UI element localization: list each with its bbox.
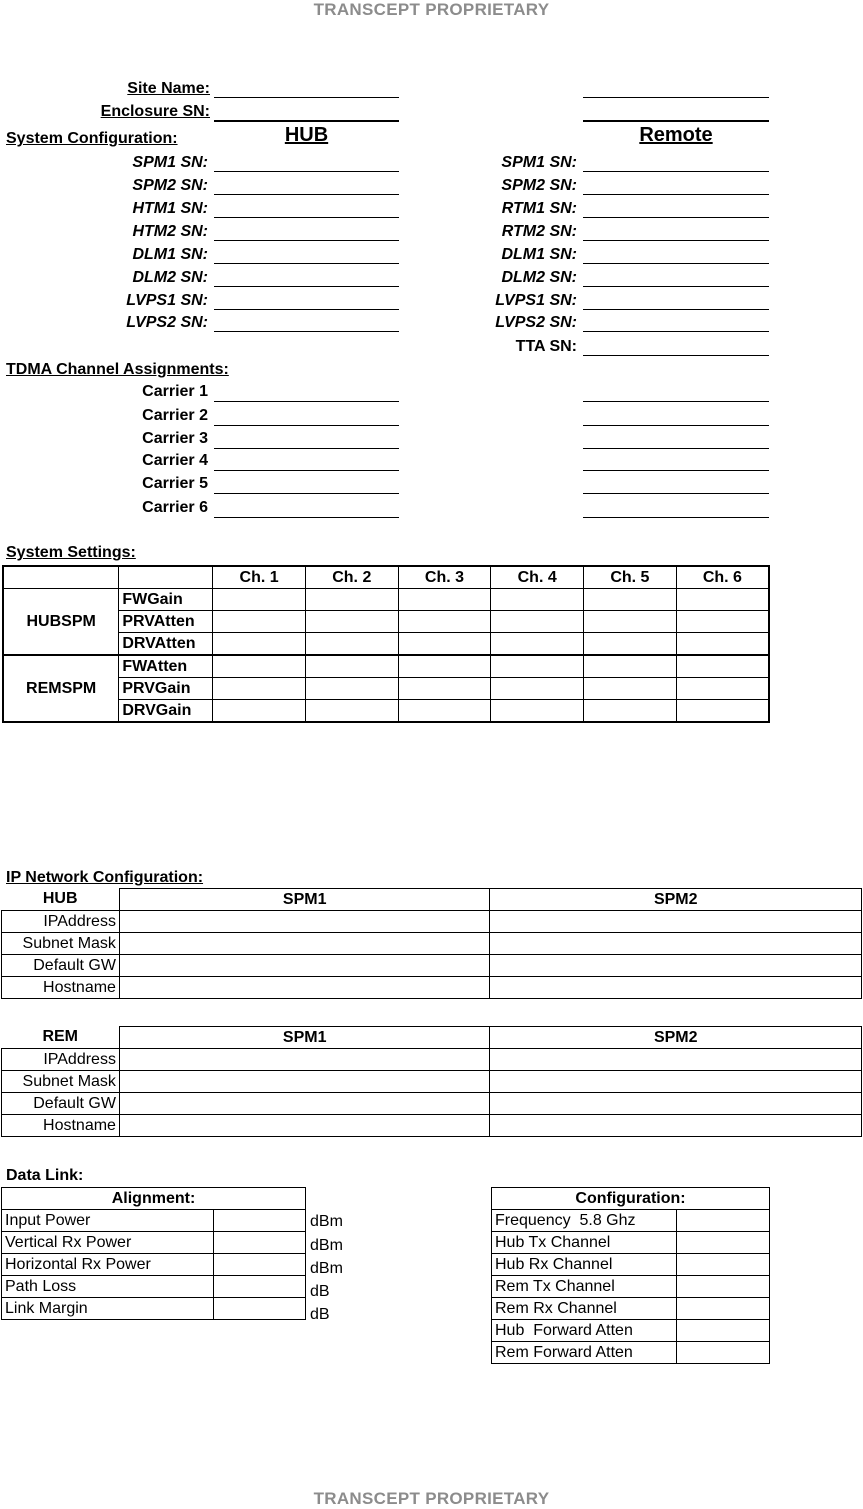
ip-rem-label: REM — [42, 1028, 78, 1046]
blank-cell — [119, 566, 213, 589]
table-row — [3, 611, 769, 633]
setting-cell[interactable] — [676, 589, 769, 611]
setting-cell[interactable] — [584, 589, 677, 611]
setting-cell[interactable] — [213, 633, 306, 656]
setting-label: DRVAtten — [119, 633, 213, 656]
setting-cell[interactable] — [305, 611, 398, 633]
setting-cell[interactable] — [305, 678, 398, 700]
table-row — [492, 1254, 770, 1276]
setting-cell[interactable] — [398, 700, 491, 723]
carrier-label: Carrier 5 — [142, 475, 208, 492]
table-row — [3, 633, 769, 656]
config-label: Frequency 5.8 Ghz — [492, 1210, 677, 1232]
remote-sn-label: RTM1 SN: — [501, 200, 577, 217]
carrier-hub-field[interactable] — [214, 401, 399, 402]
setting-cell[interactable] — [676, 700, 769, 723]
config-label: Hub Rx Channel — [492, 1254, 677, 1276]
setting-cell[interactable] — [491, 700, 584, 723]
setting-label: FWGain — [119, 589, 213, 611]
setting-cell[interactable] — [491, 611, 584, 633]
ip-row-label: Hostname — [2, 1115, 120, 1137]
config-label: Rem Rx Channel — [492, 1298, 677, 1320]
alignment-cell[interactable] — [213, 1210, 305, 1232]
tdma-title: TDMA Channel Assignments: — [6, 361, 229, 378]
table-row — [2, 1049, 862, 1071]
table-row — [492, 1320, 770, 1342]
table-row — [2, 977, 862, 999]
ip-hub-table — [1, 888, 862, 999]
ip-cell[interactable] — [119, 933, 490, 955]
unit-label: dBm — [310, 1213, 343, 1230]
setting-cell[interactable] — [305, 700, 398, 723]
setting-label: DRVGain — [119, 700, 213, 723]
config-label: Hub Forward Atten — [492, 1320, 677, 1342]
remote-sn-field[interactable] — [583, 171, 769, 172]
enclosure-sn-label: Enclosure SN: — [100, 103, 210, 120]
config-cell[interactable] — [676, 1254, 769, 1276]
ip-cell[interactable] — [490, 1071, 862, 1093]
setting-cell[interactable] — [305, 655, 398, 678]
ip-cell[interactable] — [119, 1115, 490, 1137]
hubspm-group-label: HUBSPM — [3, 589, 119, 656]
ip-cell[interactable] — [490, 1049, 862, 1071]
ip-column-header: SPM2 — [490, 889, 862, 911]
ip-cell[interactable] — [119, 1049, 490, 1071]
hub-sn-label: DLM2 SN: — [132, 269, 208, 286]
channel-header: Ch. 1 — [213, 566, 306, 589]
ip-row-label: Subnet Mask — [2, 1071, 120, 1093]
table-row — [2, 911, 862, 933]
carrier-remote-field[interactable] — [583, 448, 769, 449]
config-cell[interactable] — [676, 1232, 769, 1254]
alignment-table — [1, 1187, 306, 1320]
table-row — [3, 678, 769, 700]
hub-sn-field[interactable] — [214, 331, 399, 332]
setting-cell[interactable] — [584, 700, 677, 723]
ip-cell[interactable] — [119, 911, 490, 933]
remote-sn-field[interactable] — [583, 309, 769, 310]
config-cell[interactable] — [676, 1342, 769, 1364]
setting-label: FWAtten — [119, 655, 213, 678]
unit-label: dB — [310, 1283, 330, 1300]
ip-config-title: IP Network Configuration: — [6, 869, 204, 886]
ip-cell[interactable] — [490, 911, 862, 933]
setting-cell[interactable] — [398, 633, 491, 656]
config-cell[interactable] — [676, 1320, 769, 1342]
ip-cell[interactable] — [119, 955, 490, 977]
ip-row-label: Default GW — [2, 1093, 120, 1115]
alignment-cell[interactable] — [213, 1232, 305, 1254]
hub-heading: HUB — [284, 124, 329, 146]
setting-cell[interactable] — [491, 678, 584, 700]
ip-row-label: Hostname — [2, 977, 120, 999]
channel-header: Ch. 4 — [491, 566, 584, 589]
config-cell[interactable] — [676, 1298, 769, 1320]
remote-sn-label: DLM1 SN: — [501, 246, 577, 263]
table-row — [2, 1232, 306, 1254]
setting-cell[interactable] — [213, 589, 306, 611]
remote-sn-field[interactable] — [583, 194, 769, 195]
hub-sn-field[interactable] — [214, 309, 399, 310]
hub-sn-field[interactable] — [214, 194, 399, 195]
table-row — [2, 955, 862, 977]
table-row — [2, 1210, 306, 1232]
remote-sn-field[interactable] — [583, 355, 769, 356]
hub-sn-label: SPM1 SN: — [132, 154, 208, 171]
ip-header-row — [2, 889, 862, 911]
site-name-hub-field[interactable] — [214, 97, 399, 98]
hub-sn-field[interactable] — [214, 240, 399, 241]
carrier-remote-field[interactable] — [583, 517, 769, 518]
setting-cell[interactable] — [491, 633, 584, 656]
ip-cell[interactable] — [490, 1115, 862, 1137]
setting-cell[interactable] — [584, 678, 677, 700]
ip-header-row — [2, 1027, 862, 1049]
ip-row-label: Default GW — [2, 955, 120, 977]
system-configuration-label: System Configuration: — [6, 130, 178, 147]
remote-sn-label: TTA SN: — [515, 338, 577, 355]
ip-cell[interactable] — [490, 1093, 862, 1115]
ip-hub-label: HUB — [42, 890, 78, 908]
alignment-cell[interactable] — [213, 1276, 305, 1298]
remspm-group-label: REMSPM — [3, 655, 119, 722]
setting-cell[interactable] — [491, 655, 584, 678]
ip-cell[interactable] — [490, 977, 862, 999]
table-row — [492, 1342, 770, 1364]
setting-cell[interactable] — [305, 589, 398, 611]
setting-cell[interactable] — [398, 611, 491, 633]
table-row — [2, 1115, 862, 1137]
table-row — [3, 655, 769, 678]
remote-sn-label: SPM2 SN: — [501, 177, 577, 194]
system-settings-title: System Settings: — [6, 544, 136, 561]
config-label: Rem Tx Channel — [492, 1276, 677, 1298]
carrier-remote-field[interactable] — [583, 470, 769, 471]
ip-row-label: IPAddress — [2, 911, 120, 933]
hub-sn-label: LVPS2 SN: — [126, 314, 208, 331]
ip-column-header: SPM1 — [119, 1027, 490, 1049]
alignment-label: Path Loss — [2, 1276, 214, 1298]
table-row — [2, 1276, 306, 1298]
settings-header-row — [3, 566, 769, 589]
ip-rem-table — [1, 1026, 862, 1137]
enclosure-sn-hub-field[interactable] — [214, 120, 399, 122]
carrier-hub-field[interactable] — [214, 470, 399, 471]
config-cell[interactable] — [676, 1210, 769, 1232]
channel-header: Ch. 6 — [676, 566, 769, 589]
carrier-hub-field[interactable] — [214, 425, 399, 426]
hub-sn-field[interactable] — [214, 171, 399, 172]
setting-cell[interactable] — [213, 611, 306, 633]
setting-cell[interactable] — [584, 633, 677, 656]
setting-cell[interactable] — [398, 678, 491, 700]
hub-sn-label: HTM1 SN: — [132, 200, 208, 217]
setting-cell[interactable] — [491, 589, 584, 611]
hub-sn-label: HTM2 SN: — [132, 223, 208, 240]
carrier-hub-field[interactable] — [214, 448, 399, 449]
hub-sn-field[interactable] — [214, 263, 399, 264]
ip-cell[interactable] — [490, 955, 862, 977]
setting-cell[interactable] — [584, 611, 677, 633]
ip-cell[interactable] — [119, 1071, 490, 1093]
table-row — [3, 589, 769, 611]
table-row — [2, 933, 862, 955]
unit-label: dBm — [310, 1260, 343, 1277]
setting-cell[interactable] — [213, 700, 306, 723]
remote-sn-label: LVPS1 SN: — [495, 292, 577, 309]
remote-sn-field[interactable] — [583, 286, 769, 287]
alignment-heading: Alignment: — [2, 1188, 306, 1210]
carrier-hub-field[interactable] — [214, 493, 399, 494]
table-row — [2, 1298, 306, 1320]
carrier-label: Carrier 1 — [142, 383, 208, 400]
config-cell[interactable] — [676, 1276, 769, 1298]
config-label: Hub Tx Channel — [492, 1232, 677, 1254]
carrier-remote-field[interactable] — [583, 425, 769, 426]
table-row — [3, 700, 769, 723]
setting-cell[interactable] — [676, 633, 769, 656]
alignment-label: Vertical Rx Power — [2, 1232, 214, 1254]
site-name-label: Site Name: — [127, 80, 210, 97]
channel-header: Ch. 5 — [584, 566, 677, 589]
hub-sn-field[interactable] — [214, 217, 399, 218]
remote-sn-label: LVPS2 SN: — [495, 314, 577, 331]
remote-sn-field[interactable] — [583, 240, 769, 241]
carrier-remote-field[interactable] — [583, 493, 769, 494]
alignment-label: Input Power — [2, 1210, 214, 1232]
configuration-table — [491, 1187, 770, 1364]
setting-cell[interactable] — [398, 589, 491, 611]
setting-label: PRVGain — [119, 678, 213, 700]
carrier-label: Carrier 2 — [142, 407, 208, 424]
ip-column-header: SPM1 — [119, 889, 490, 911]
carrier-label: Carrier 3 — [142, 430, 208, 447]
config-label: Rem Forward Atten — [492, 1342, 677, 1364]
data-link-title: Data Link: — [6, 1167, 84, 1184]
setting-cell[interactable] — [213, 678, 306, 700]
ip-column-header: SPM2 — [490, 1027, 862, 1049]
channel-header: Ch. 3 — [398, 566, 491, 589]
carrier-remote-field[interactable] — [583, 401, 769, 402]
alignment-cell[interactable] — [213, 1254, 305, 1276]
ip-row-label: IPAddress — [2, 1049, 120, 1071]
setting-cell[interactable] — [584, 655, 677, 678]
header-proprietary: TRANSCEPT PROPRIETARY — [313, 0, 550, 19]
table-row — [492, 1276, 770, 1298]
setting-label: PRVAtten — [119, 611, 213, 633]
hub-sn-label: LVPS1 SN: — [126, 292, 208, 309]
setting-cell[interactable] — [398, 655, 491, 678]
ip-cell[interactable] — [490, 933, 862, 955]
ip-row-label: Subnet Mask — [2, 933, 120, 955]
carrier-label: Carrier 6 — [142, 499, 208, 516]
hub-sn-label: SPM2 SN: — [132, 177, 208, 194]
remote-sn-label: SPM1 SN: — [501, 154, 577, 171]
remote-sn-label: DLM2 SN: — [501, 269, 577, 286]
table-row — [2, 1071, 862, 1093]
system-settings-table — [2, 565, 770, 723]
hub-sn-field[interactable] — [214, 286, 399, 287]
setting-cell[interactable] — [305, 633, 398, 656]
carrier-label: Carrier 4 — [142, 452, 208, 469]
table-row — [2, 1254, 306, 1276]
table-row — [492, 1298, 770, 1320]
footer-proprietary: TRANSCEPT PROPRIETARY — [313, 1489, 550, 1508]
setting-cell[interactable] — [213, 655, 306, 678]
remote-heading: Remote — [639, 124, 713, 146]
remote-sn-field[interactable] — [583, 331, 769, 332]
alignment-cell[interactable] — [213, 1298, 305, 1320]
table-row — [492, 1232, 770, 1254]
table-row — [2, 1093, 862, 1115]
setting-cell[interactable] — [676, 611, 769, 633]
ip-cell[interactable] — [119, 1093, 490, 1115]
remote-sn-field[interactable] — [583, 263, 769, 264]
site-name-remote-field[interactable] — [583, 97, 769, 98]
ip-cell[interactable] — [119, 977, 490, 999]
alignment-label: Link Margin — [2, 1298, 214, 1320]
setting-cell[interactable] — [676, 678, 769, 700]
channel-header: Ch. 2 — [305, 566, 398, 589]
unit-label: dB — [310, 1306, 330, 1323]
configuration-heading: Configuration: — [492, 1188, 770, 1210]
alignment-label: Horizontal Rx Power — [2, 1254, 214, 1276]
enclosure-sn-remote-field[interactable] — [583, 120, 769, 122]
carrier-hub-field[interactable] — [214, 517, 399, 518]
hub-sn-label: DLM1 SN: — [132, 246, 208, 263]
remote-sn-label: RTM2 SN: — [501, 223, 577, 240]
setting-cell[interactable] — [676, 655, 769, 678]
table-row — [492, 1210, 770, 1232]
blank-cell — [3, 566, 119, 589]
remote-sn-field[interactable] — [583, 217, 769, 218]
unit-label: dBm — [310, 1237, 343, 1254]
